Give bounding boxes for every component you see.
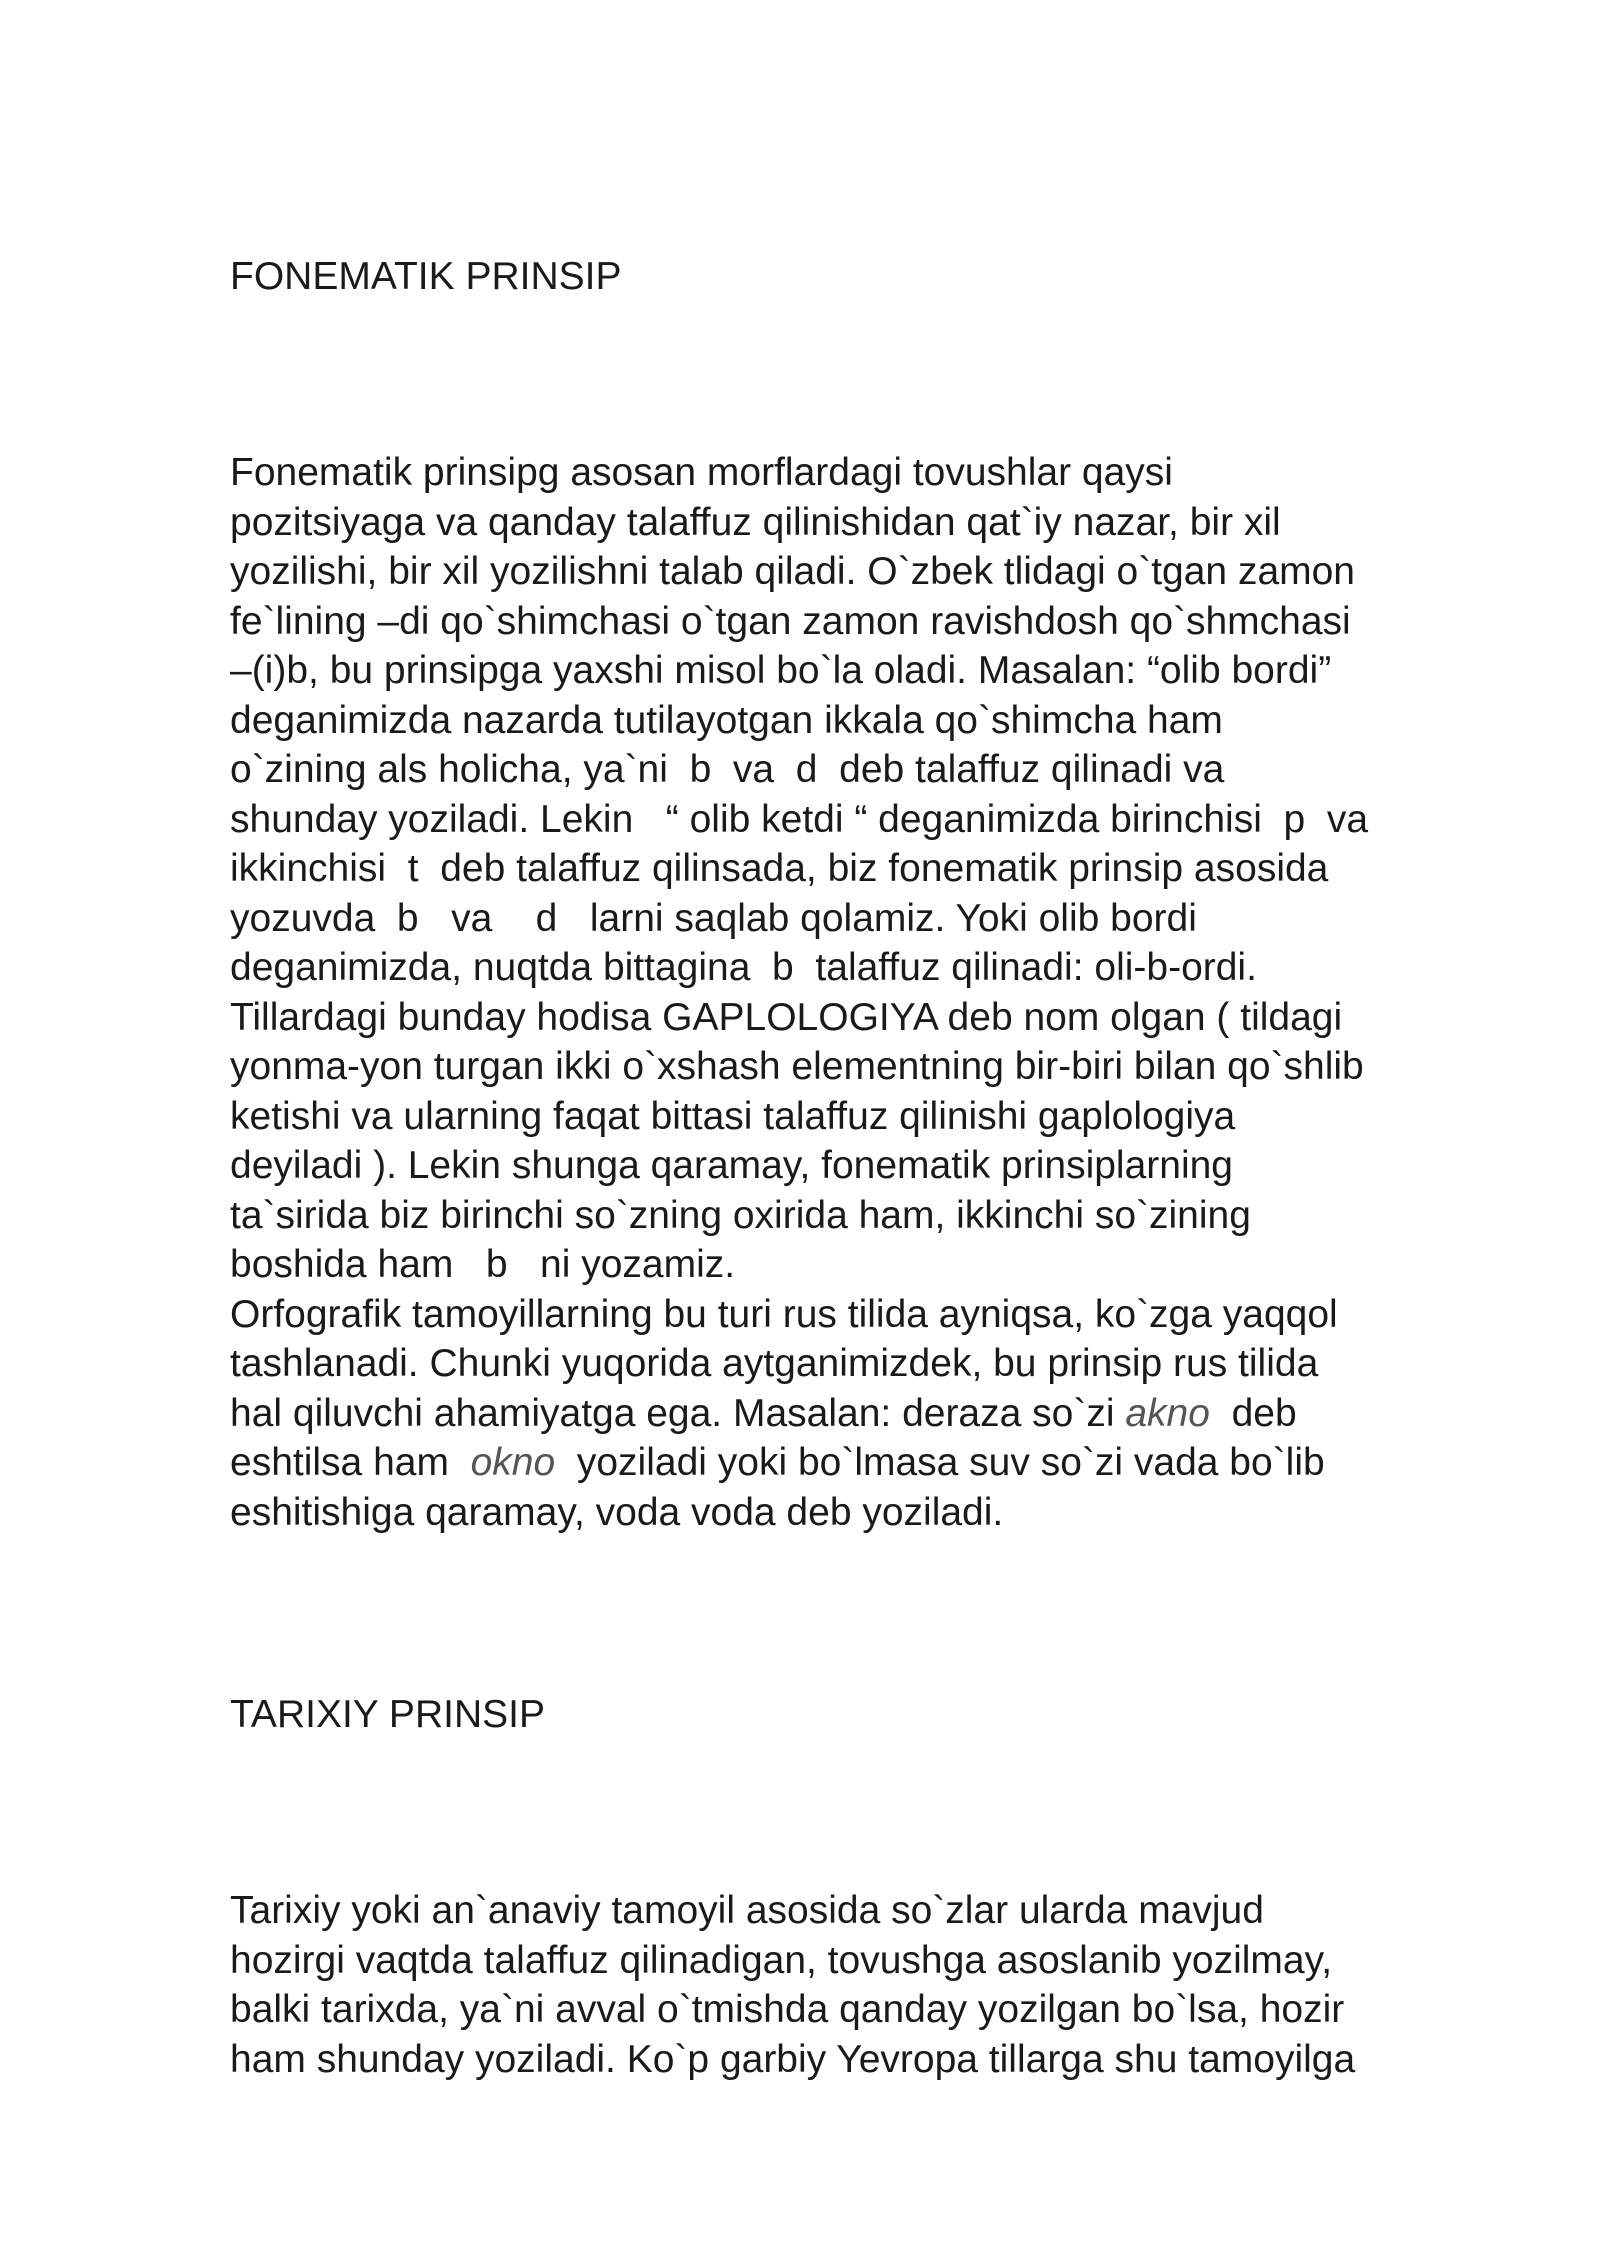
text-run: yozilishi, bir xil yozilishni talab qiladi. O`zbek tlidagi o`tgan zamon — [230, 550, 1356, 593]
text-run: –(i)b, bu prinsipga yaxshi misol bo`la oladi. Masalan: “olib bordi” — [230, 649, 1332, 692]
text-line — [230, 597, 1530, 647]
text-run: yoziladi yoki bo`lmasa suv so`zi vada bo`lib — [555, 1441, 1325, 1484]
text-run: Orfografik tamoyillarning bu turi rus tilida ayniqsa, ko`zga yaqqol — [230, 1292, 1338, 1336]
text-run: tashlanadi. Chunki yuqorida aytganimizdek, bu prinsip rus tilida — [230, 1342, 1319, 1385]
text-run: hal qiluvchi ahamiyatga ega. Masalan: deraza so`zi — [230, 1391, 1126, 1435]
italic-word: akno — [1125, 1391, 1210, 1435]
italic-word: okno — [470, 1441, 556, 1484]
text-line — [230, 547, 1530, 597]
text-run: ham shunday yoziladi. Ko`p garbiy Yevropa tillarga shu tamoyilga — [230, 2037, 1356, 2081]
text-line — [230, 1886, 1530, 1936]
text-run: deb — [1209, 1391, 1297, 1435]
text-run: deganimizda, nuqtda bittagina b talaffuz qilinadi: oli-b-ordi. — [230, 946, 1257, 989]
text-run: deganimizda nazarda tutilayotgan ikkala qo`shimcha ham — [230, 698, 1223, 742]
text-line — [230, 1339, 1530, 1389]
text-run: ikkinchisi t deb talaffuz qilinsada, biz fonematik prinsip asosida — [230, 847, 1329, 890]
text-run: Tarixiy yoki an`anaviy tamoyil asosida so`zlar ularda mavjud — [230, 1889, 1264, 1932]
text-line — [230, 844, 1530, 894]
text-line — [230, 646, 1530, 696]
text-line — [230, 448, 1530, 498]
text-run: yozuvda b va d larni saqlab qolamiz. Yoki olib bordi — [230, 896, 1197, 940]
text-run: eshtilsa ham — [230, 1441, 471, 1484]
text-line — [230, 498, 1530, 548]
text-run: fe`lining –di qo`shimchasi o`tgan zamon ravishdosh qo`shmchasi — [230, 599, 1351, 643]
text-run: yonma-yon turgan ikki o`xshash elementning bir-biri bilan qo`shlib — [230, 1045, 1364, 1088]
text-run: deyiladi ). Lekin shunga qaramay, fonematik prinsiplarning — [230, 1144, 1233, 1187]
text-line — [230, 943, 1530, 993]
text-line — [230, 1985, 1530, 2035]
text-line — [230, 745, 1530, 795]
paragraph-fonematik — [230, 448, 1530, 1537]
text-run: ta`sirida biz birinchi so`zning oxirida ham, ikkinchi so`zining — [230, 1193, 1251, 1237]
text-run: shunday yoziladi. Lekin “ olib ketdi “ deganimizda birinchisi p va — [230, 797, 1369, 841]
text-line — [230, 1389, 1530, 1439]
text-line — [230, 795, 1530, 845]
text-line — [230, 1141, 1530, 1191]
text-line — [230, 993, 1530, 1043]
text-line — [230, 696, 1530, 746]
text-run: Tillardagi bunday hodisa GAPLOLOGIYA deb nom olgan ( tildagi — [230, 995, 1343, 1039]
text-run: pozitsiyaga va qanday talaffuz qilinishidan qat`iy nazar, bir xil — [230, 500, 1281, 544]
text-line — [230, 1042, 1530, 1092]
text-run: Fonematik prinsipg asosan morflardagi tovushlar qaysi — [230, 451, 1173, 494]
text-line — [230, 2035, 1530, 2085]
text-run: eshitishiga qaramay, voda voda deb yoziladi. — [230, 1490, 1004, 1534]
text-line — [230, 1936, 1530, 1986]
section-heading-tarixiy: TARIXIY PRINSIP — [230, 1693, 545, 1736]
text-line — [230, 1438, 1530, 1488]
paragraph-tarixiy — [230, 1886, 1530, 2084]
text-line — [230, 1240, 1530, 1290]
section-heading-fonematik: FONEMATIK PRINSIP — [230, 255, 622, 298]
text-run: balki tarixda, ya`ni avval o`tmishda qanday yozilgan bo`lsa, hozir — [230, 1988, 1345, 2031]
text-line — [230, 1488, 1530, 1538]
text-run: boshida ham b ni yozamiz. — [230, 1243, 736, 1286]
text-line — [230, 1290, 1530, 1340]
text-run: hozirgi vaqtda talaffuz qilinadigan, tovushga asoslanib yozilmay, — [230, 1938, 1333, 1982]
text-line — [230, 1092, 1530, 1142]
text-line — [230, 894, 1530, 944]
text-run: o`zining als holicha, ya`ni b va d deb talaffuz qilinadi va — [230, 748, 1225, 791]
text-line — [230, 1191, 1530, 1241]
text-run: ketishi va ularning faqat bittasi talaffuz qilinishi gaplologiya — [230, 1094, 1236, 1138]
